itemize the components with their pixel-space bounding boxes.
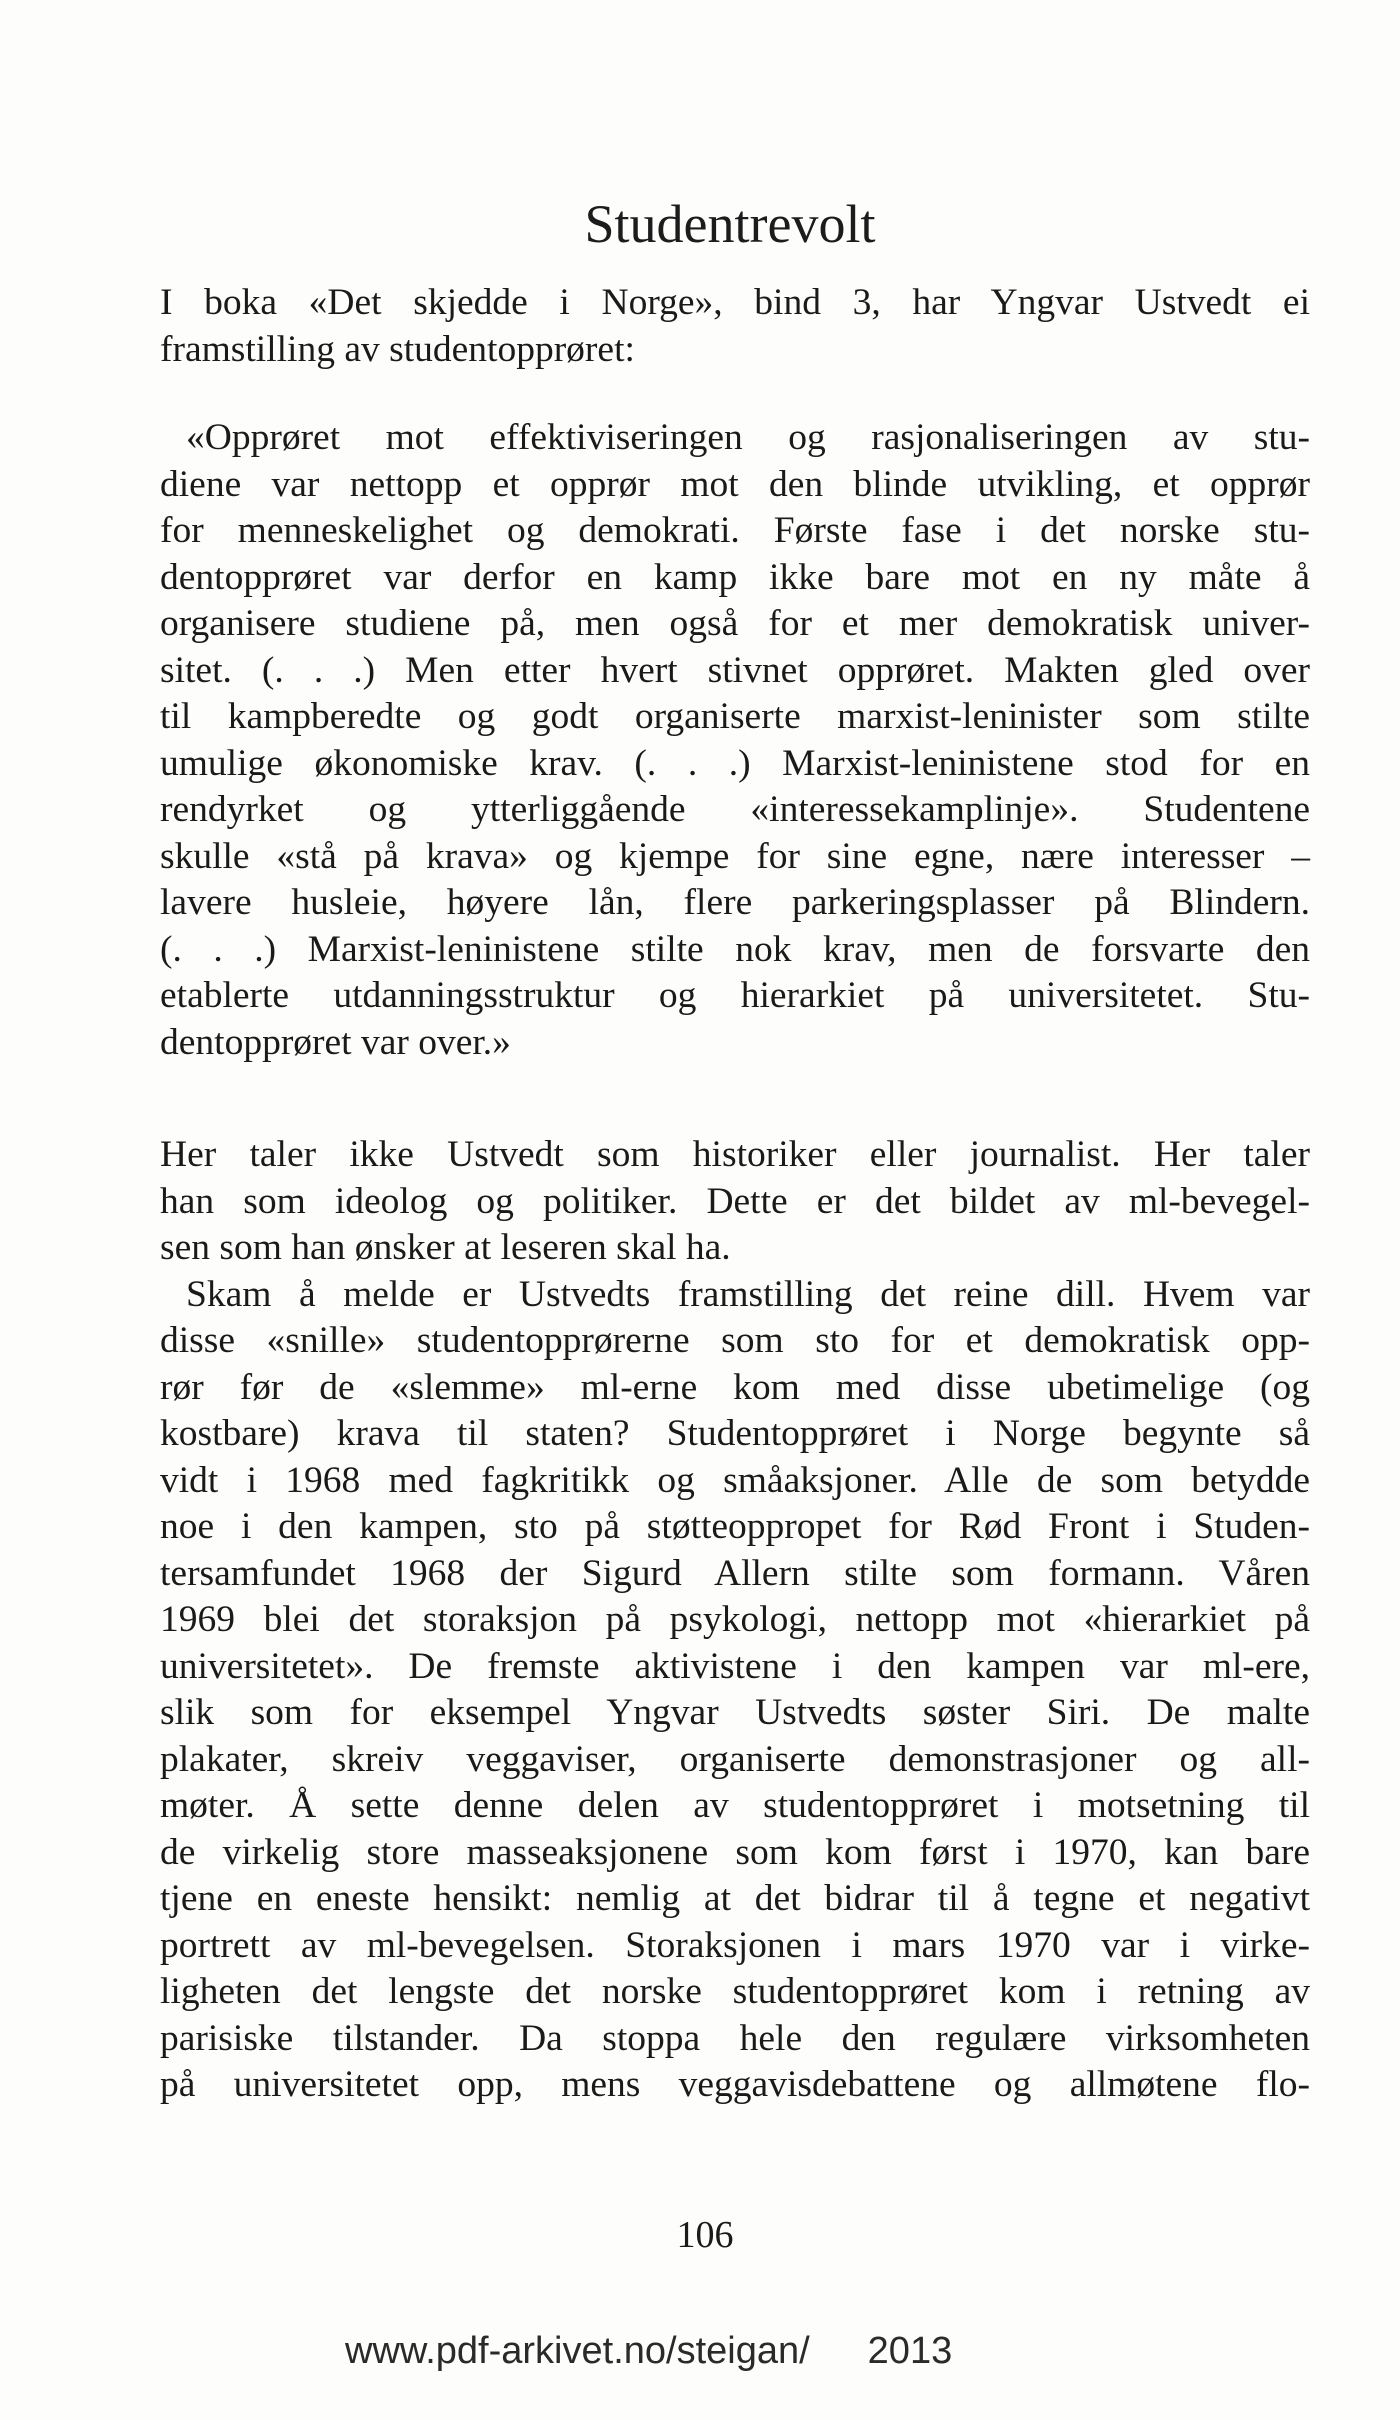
quote-line: organisere studiene på, men også for et mer demokratisk univer- — [160, 603, 1310, 644]
body-line: på universitetet opp, mens veggavisdebattene og allmøtene flo- — [160, 2064, 1310, 2105]
body-line: ligheten det lengste det norske studentopprøret kom i retning av — [160, 1971, 1310, 2012]
quote-line: sitet. (. . .) Men etter hvert stivnet opprøret. Makten gled over — [160, 649, 1310, 691]
quote-line: skulle «stå på krava» og kjempe for sine egne, nære interesser – — [160, 835, 1310, 877]
body-line: tjene en eneste hensikt: nemlig at det bidrar til å tegne et negativt — [160, 1878, 1310, 1919]
quote-line: til kampberedte og godt organiserte marxist-leninister som stilte — [160, 696, 1310, 737]
footer — [345, 2328, 952, 2374]
body-line: møter. Å sette denne delen av studentopprøret i motsetning til — [160, 1785, 1310, 1826]
body-paragraphs — [160, 1132, 1310, 2109]
body-line: disse «snille» studentopprørerne som sto for et demokratisk opp- — [160, 1320, 1310, 1361]
body-line: noe i den kampen, sto på støtteoppropet for Rød Front i Studen- — [160, 1506, 1310, 1547]
body-line: universitetet». De fremste aktivistene i den kampen var ml-ere, — [160, 1645, 1310, 1687]
footer-year: 2013 — [867, 2330, 953, 2372]
body-line: tersamfundet 1968 der Sigurd Allern stilte som formann. Våren — [160, 1552, 1310, 1594]
footer-url: www.pdf-arkivet.no/steigan/ — [345, 2330, 810, 2372]
page-number: 106 — [676, 2214, 734, 2256]
body-line: sen som han ønsker at leseren skal ha. — [160, 1227, 731, 1268]
chapter-title: Studentrevolt — [584, 194, 876, 254]
quote-line: dentopprøret var derfor en kamp ikke bare mot en ny måte å — [160, 556, 1310, 598]
body-line: parisiske tilstander. Da stoppa hele den regulære virksomheten — [160, 2017, 1310, 2059]
intro-line: framstilling av studentopprøret: — [160, 328, 635, 370]
intro-line: I boka «Det skjedde i Norge», bind 3, har Yngvar Ustvedt ei — [160, 282, 1310, 323]
body-line: 1969 blei det storaksjon på psykologi, nettopp mot «hierarkiet på — [160, 1599, 1310, 1640]
quote-line: etablerte utdanningsstruktur og hierarkiet på universitetet. Stu- — [160, 975, 1310, 1016]
body-line: portrett av ml-bevegelsen. Storaksjonen i mars 1970 var i virke- — [160, 1924, 1310, 1966]
quote-line: (. . .) Marxist-leninistene stilte nok krav, men de forsvarte den — [160, 928, 1310, 970]
quote-line: umulige økonomiske krav. (. . .) Marxist-leninistene stod for en — [160, 742, 1310, 784]
intro-paragraph — [160, 280, 1310, 373]
body-line: Her taler ikke Ustvedt som historiker eller journalist. Her taler — [160, 1134, 1310, 1175]
block-quote — [160, 415, 1310, 1066]
quote-line: diene var nettopp et opprør mot den blinde utvikling, et opprør — [160, 463, 1310, 505]
quote-line: «Opprøret mot effektiviseringen og rasjonaliseringen av stu- — [186, 417, 1310, 458]
body-line: rør før de «slemme» ml-erne kom med disse ubetimelige (og — [160, 1366, 1310, 1408]
body-line: han som ideolog og politiker. Dette er det bildet av ml-bevegel- — [160, 1180, 1310, 1222]
quote-line: lavere husleie, høyere lån, flere parkeringsplasser på Blindern. — [160, 882, 1310, 923]
body-line: Skam å melde er Ustvedts framstilling det reine dill. Hvem var — [186, 1273, 1310, 1315]
body-line: plakater, skreiv veggaviser, organiserte demonstrasjoner og all- — [160, 1738, 1310, 1780]
body-line: de virkelig store masseaksjonene som kom først i 1970, kan bare — [160, 1831, 1310, 1873]
body-line: slik som for eksempel Yngvar Ustvedts søster Siri. De malte — [160, 1692, 1310, 1733]
body-line: kostbare) krava til staten? Studentopprøret i Norge begynte så — [160, 1413, 1310, 1454]
quote-line: rendyrket og ytterliggående «interessekamplinje». Studentene — [160, 789, 1310, 830]
quote-line: dentopprøret var over.» — [160, 1021, 511, 1063]
body-line: vidt i 1968 med fagkritikk og småaksjoner. Alle de som betydde — [160, 1459, 1310, 1501]
quote-line: for menneskelighet og demokrati. Første fase i det norske stu- — [160, 510, 1310, 551]
